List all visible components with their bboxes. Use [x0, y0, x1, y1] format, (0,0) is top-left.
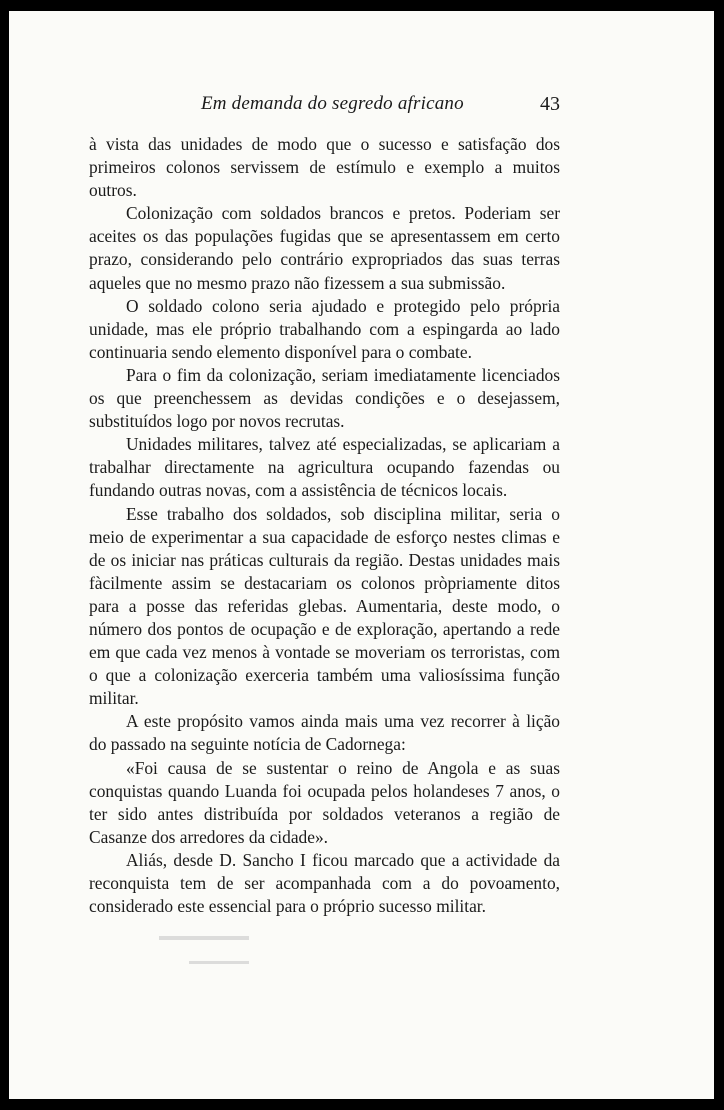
page-header — [9, 93, 714, 121]
page-number: 43 — [540, 93, 560, 115]
paragraph: Para o fim da colonização, seriam imediatamente licenciados os que preenchessem as devidas condições e o desejassem, substituídos logo por novos recrutas. — [89, 364, 560, 432]
running-title: Em demanda do segredo africano — [201, 93, 464, 114]
paragraph: Colonização com soldados brancos e pretos. Poderiam ser aceites os das populações fugidas que se apresentassem em certo prazo, considerando pelo contrário expropriados das suas terras aqueles que no mesmo prazo não fizessem a sua submissão. — [89, 203, 560, 293]
paragraph: A este propósito vamos ainda mais uma vez recorrer à lição do passado na seguinte notícia de Cadornega: — [89, 711, 560, 755]
paragraph: Esse trabalho dos soldados, sob disciplina militar, seria o meio de experimentar a sua capacidade de esforço nestes climas e de os iniciar nas práticas culturais da região. Destas unidades mais fàcilmente assim se destacariam os colonos pròpriamente ditos para a posse das referidas glebas. Aumentaria, deste modo, o número dos pontos de ocupação e de exploração, apertando a rede em que cada vez menos à vontade se moveriam os terroristas, com o que a colonização exerceria também uma valiosíssima função militar. — [89, 503, 560, 709]
paragraph: Unidades militares, talvez até especializadas, se aplicariam a trabalhar directamente na agricultura ocupando fazendas ou fundando outras novas, com a assistência de técnicos locais. — [89, 434, 560, 501]
paragraph: Aliás, desde D. Sancho I ficou marcado que a actividade da reconquista tem de ser acompanhada com a do povoamento, considerado este essencial para o próprio sucesso militar. — [89, 849, 560, 917]
scan-blemish — [159, 936, 249, 940]
quotation-paragraph: «Foi causa de se sustentar o reino de Angola e as suas conquistas quando Luanda foi ocupada pelos holandeses 7 anos, o ter sido antes distribuída por soldados veteranos a região de Casanze dos arredores da cidade». — [89, 757, 560, 847]
body-text — [89, 133, 560, 918]
book-page — [9, 11, 714, 1099]
paragraph: à vista das unidades de modo que o sucesso e satisfação dos primeiros colonos servissem de estímulo e exemplo a muitos outros. — [89, 134, 560, 201]
scan-blemish — [189, 961, 249, 964]
paragraph: O soldado colono seria ajudado e protegido pelo própria unidade, mas ele próprio trabalhando com a espingarda ao lado continuaria sendo elemento disponível para o combate. — [89, 295, 560, 362]
